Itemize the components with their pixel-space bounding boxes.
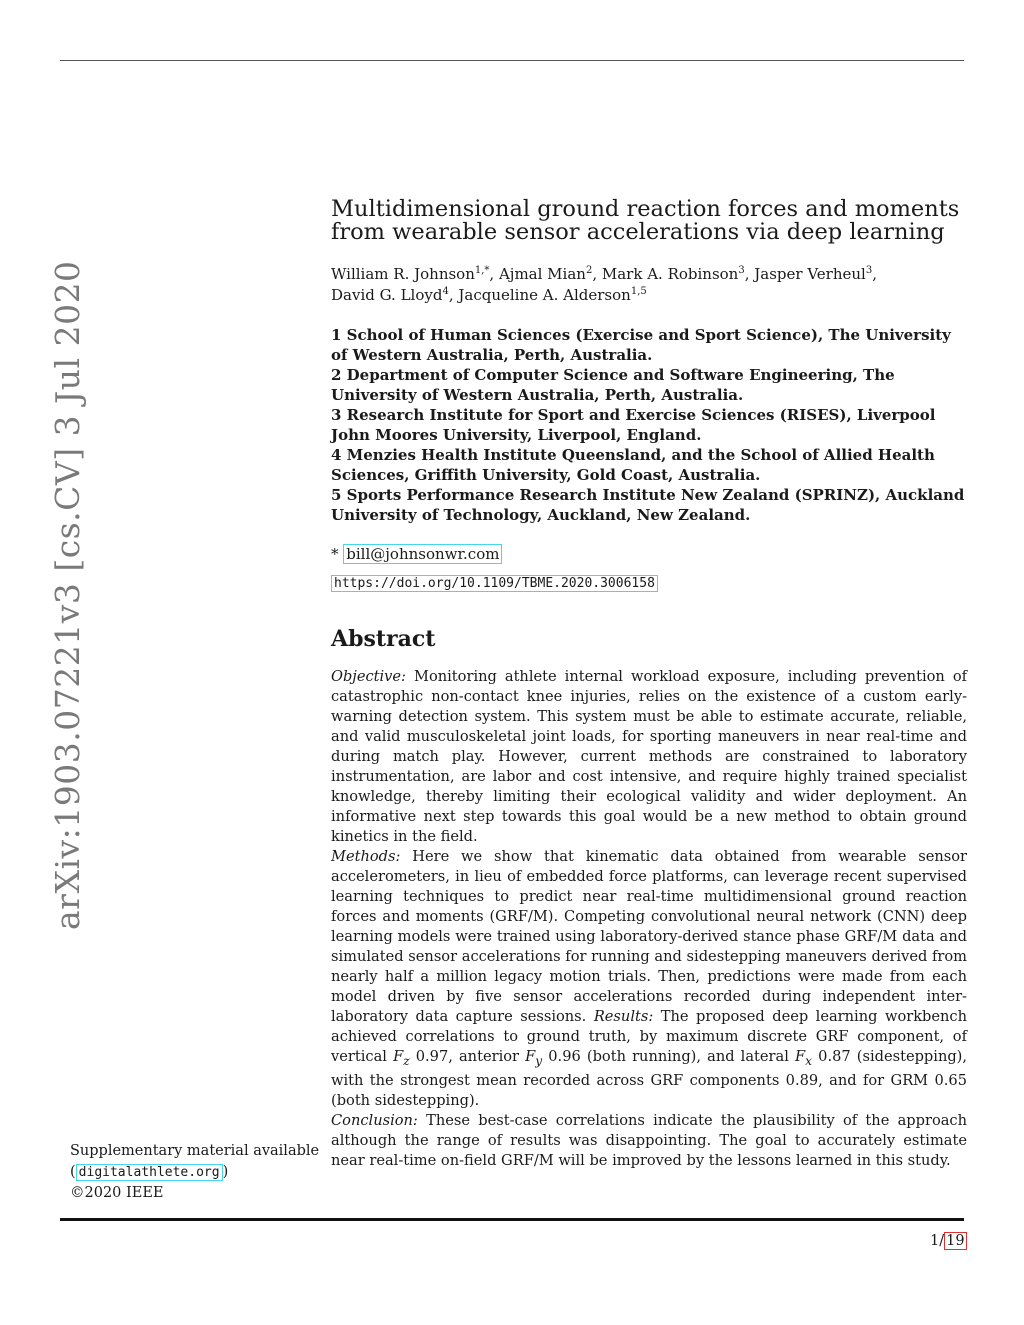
symbol-fx: $F_x$ (795, 1048, 813, 1068)
copyright: ©2020 IEEE (70, 1185, 164, 1201)
supplementary-note: Supplementary material available ( digitalathlete.org ) ©2020 IEEE (70, 1141, 319, 1204)
objective-text: Monitoring athlete internal workload exposure, including prevention of catastrophic non-contact knee injuries, relies on the existence of a custom early-warning detection system. This system must be able to estimate accurate, reliable, and valid musculoskeletal joint loads, for sporting maneuvers in near real-time and during match play. However, current methods are constrained to laboratory instrumentation, are labor and cost intensive, and require highly trained specialist knowledge, thereby limiting their ecological validity and wider deployment. An informative next step towards this goal would be a new method to obtain ground kinetics in the field. (331, 668, 968, 845)
affiliations (331, 325, 967, 525)
author-sup: 4 (442, 286, 449, 297)
objective-label: Objective: (331, 668, 406, 685)
author-list: William R. Johnson$^{1,*}$, Ajmal Mian$^2$, Mark A. Robinson$^3$, Jasper Verheul$^3$, David G. Lloyd$^4$, Jacqueline A. Alderson$^{1,5}$ (331, 265, 878, 304)
conclusion-text: These best-case correlations indicate the plausibility of the approach although the range of results was disappointing. The goal to accurately estimate near real-time on-field GRF/M will be improved by the lessons learned in this study. (331, 1111, 967, 1169)
author: Ajmal Mian (498, 265, 586, 283)
abstract-body: Objective: Monitoring athlete internal workload exposure, including prevention of catastrophic non-contact knee injuries, relies on the existence of a custom early-warning detection system. This system must be able to estimate accurate, reliable, and valid musculoskeletal joint loads, for sporting maneuvers in near real-time and during match play. However, current methods are constrained to laboratory instrumentation, are labor and cost intensive, and require highly trained specialist knowledge, thereby limiting their ecological validity and wider deployment. An informative next step towards this goal would be a new method to obtain ground kinetics in the field. Methods: Here we show that kinematic data obtained from wearable sensor accelerometers, in lieu of embedded force platforms, can leverage recent supervised learning techniques to predict near real-time multidimensional ground reaction forces and moments (GRF/M). Competing convolutional neural network (CNN) deep learning models were trained using laboratory-derived stance phase GRF/M data and simulated sensor accelerations for running and sidestepping maneuvers derived from nearly half a million legacy motion trials. Then, predictions were made from each model driven by five sensor accelerations recorded during independent inter-laboratory data capture sessions. Results: The proposed deep learning workbench achieved correlations to ground truth, by maximum discrete GRF component, of vertical $F_z$ 0.97, anterior $F_y$ 0.96 (both running), and lateral $F_x$ 0.87 (sidestepping), with the strongest mean recorded across GRF components 0.89, and for GRM 0.65 (both sidestepping). Conclusion: These best-case correlations indicate the plausibility of the approach although the range of results was disappointing. The goal to accurately estimate near real-time on-field GRF/M will be improved by the lessons learned in this study. (331, 668, 968, 1169)
author: Jacqueline A. Alderson (458, 286, 631, 304)
symbol-fz: $F_z$ (393, 1048, 410, 1068)
contact-email: * bill@johnsonwr.com (331, 545, 967, 563)
bottom-rule (60, 1218, 964, 1221)
doi-link[interactable]: https://doi.org/10.1109/TBME.2020.3006158 (331, 575, 658, 592)
methods-label: Methods: (331, 848, 401, 865)
methods-text: Here we show that kinematic data obtained from wearable sensor accelerometers, in lieu of embedded force platforms, can leverage recent supervised learning techniques to predict near real-time multidimensional ground reaction forces and moments (GRF/M). Competing convolutional neural network (CNN) deep learning models were trained using laboratory-derived stance phase GRF/M data and simulated sensor accelerations for running and sidestepping maneuvers derived from nearly half a million legacy motion trials. Then, predictions were made from each model driven by five sensor accelerations recorded during independent inter-laboratory data capture sessions. (331, 848, 967, 1025)
doi (331, 576, 967, 591)
affiliation-5: 5 Sports Performance Research Institute New Zealand (SPRINZ), Auckland University of Technology, Auckland, New Zealand. (331, 486, 965, 524)
conclusion-label: Conclusion: (331, 1111, 418, 1129)
abstract-heading: Abstract (331, 626, 436, 652)
affiliation-4: 4 Menzies Health Institute Queensland, and the School of Allied Health Sciences, Griffith University, Gold Coast, Australia. (331, 446, 935, 484)
author: William R. Johnson (331, 265, 475, 283)
author-sup: 3 (865, 265, 873, 276)
paper-title: Multidimensional ground reaction forces and moments from wearable sensor accelerations via deep learning (331, 196, 960, 245)
results-text: The proposed deep learning workbench achieved correlations to ground truth, by maximum discrete GRF component, of vertical (331, 1008, 968, 1065)
arxiv-identifier: arXiv:1903.07221v3 [cs.CV] 3 Jul 2020 (48, 260, 87, 930)
author: David G. Lloyd (331, 286, 443, 304)
author-sup: 2 (585, 265, 593, 276)
top-rule (60, 60, 964, 61)
affiliation-1: 1 School of Human Sciences (Exercise and Sport Science), The University of Western Australia, Perth, Australia. (331, 326, 951, 364)
affiliation-2: 2 Department of Computer Science and Software Engineering, The University of Western Australia, Perth, Australia. (331, 366, 895, 404)
author: Mark A. Robinson (601, 265, 739, 283)
author: Jasper Verheul (754, 265, 866, 283)
affiliation-3: 3 Research Institute for Sport and Exercise Sciences (RISES), Liverpool John Moores University, Liverpool, England. (331, 406, 936, 444)
author-sup: 1,* (474, 265, 490, 276)
symbol-fy: $F_y$ (525, 1048, 543, 1068)
supplementary-link[interactable]: digitalathlete.org (76, 1164, 223, 1181)
results-label: Results: (593, 1008, 654, 1025)
total-pages-link[interactable]: 19 (946, 1233, 965, 1249)
author-sup: 1,5 (630, 286, 647, 297)
page-number: 1/ 19 (930, 1233, 965, 1249)
email-link[interactable]: bill@johnsonwr.com (343, 544, 502, 564)
author-sup: 3 (738, 265, 745, 276)
